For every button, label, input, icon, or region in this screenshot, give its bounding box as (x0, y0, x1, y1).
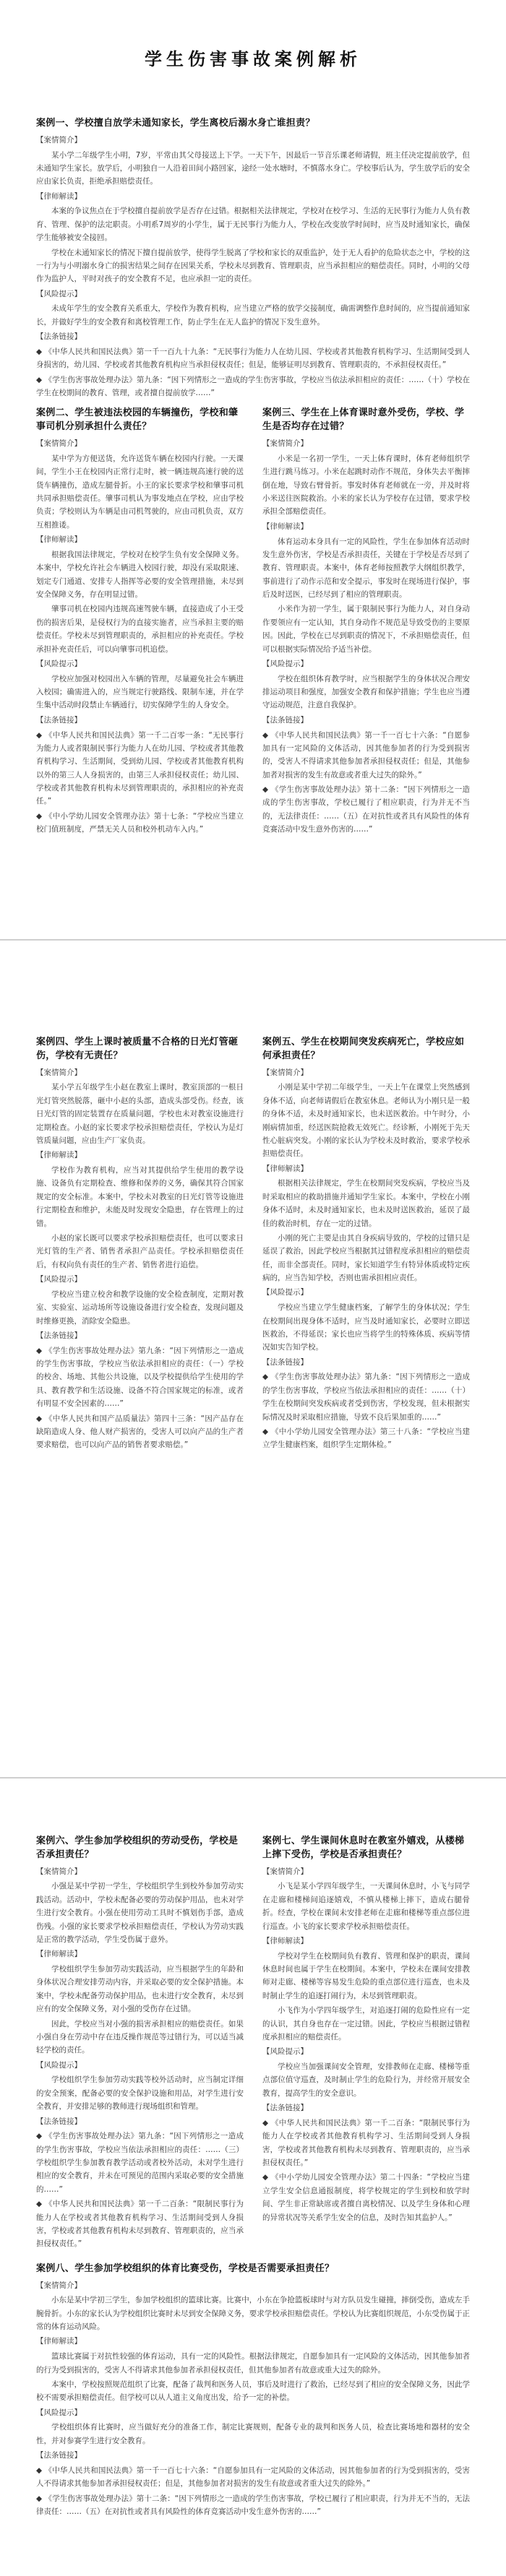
section-divider (0, 939, 506, 941)
case-1-analysis-2: 学校在未通知家长的情况下擅自提前放学，使得学生脱离了学校和家长的双重监护，处于无人看护的危险状态之中，学校的这一行为与小明溺水身亡的损害结果之间存在因果关系，学校未尽到教育、管理职责，应当承担相应的赔偿责任。同时，小明的父母作为监护人，平时对孩子的安全教育不足，也应承担一定的责任。 (36, 248, 470, 284)
case-3-title: 案例三、学生在上体育课时意外受伤，学校、学生是否均存在过错？ (262, 407, 465, 433)
case-3-tips: 学校在组织体育教学时，应当根据学生的身体状况合理安排运动项目和强度，加强安全教育和保护措施；学生也应当遵守运动规范，注意自我保护。 (262, 674, 470, 710)
case-3 (262, 407, 470, 837)
case-5-intro-label: 【案情简介】 (262, 1068, 308, 1077)
case-7-law-2: ◆ 《中小学幼儿园安全管理办法》第二十四条：“学校应当建立学生安全信息通报制度，将学校规定的学生到校和放学时间、学生非正常缺席或者擅自离校情况、以及学生身体和心理的异常状况等关系学生安全的信息，及时告知其监护人。” (262, 2171, 470, 2224)
case-6-tips-label: 【风险提示】 (36, 2060, 82, 2070)
case-2-analysis-label: 【律师解读】 (36, 535, 82, 545)
case-6-intro: 小强是某中学初一学生，学校组织学生到校外参加劳动实践活动。活动中，学校未配备必要的劳动保护用品，也未对学生进行安全教育。小强在使用劳动工具时不慎划伤手部，造成伤残。小强的家长要求学校承担赔偿责任，学校认为劳动实践是正常的教学活动，学生受伤属于意外。 (36, 1882, 244, 1944)
case-6-title: 案例六、学生参加学校组织的劳动受伤，学校是否承担责任？ (36, 1836, 239, 1860)
case-8-analysis-1: 篮球比赛属于对抗性较强的体育运动，具有一定的风险性。根据法律规定，自愿参加具有一定风险的文体活动，因其他参加者的行为受到损害的，受害人不得请求其他参加者承担侵权责任，但其他参加者有故意或重大过失的除外。 (36, 2352, 470, 2374)
case-5-analysis-label: 【律师解读】 (262, 1164, 308, 1173)
case-1-analysis-1: 本案的争议焦点在于学校擅自提前放学是否存在过错。根据相关法律规定，学校对在校学习、生活的无民事行为能力人负有教育、管理、保护的法定职责。小明系7周岁的小学生，属于无民事行为能力人，学校在改变放学时间时，应当及时通知家长，确保学生能够被安全接回。 (36, 207, 470, 243)
case-2-law-2: ◆ 《中小学幼儿园安全管理办法》第十七条：“学校应当建立校门值班制度，严禁无关人员和校外机动车入内。” (36, 810, 244, 837)
case-4-law-label: 【法条链接】 (36, 1331, 82, 1340)
case-2-intro-label: 【案情简介】 (36, 439, 82, 449)
case-2-title: 案例二、学生被违法校园的车辆撞伤，学校和肇事司机分别承担什么责任？ (36, 407, 239, 433)
case-columns-3 (36, 1835, 470, 2252)
case-1-tips: 未成年学生的安全教育关系重大，学校作为教育机构，应当建立严格的放学交接制度，确需调整作息时间的，应当提前通知家长，并做好学生的安全教育和离校管理工作，防止学生在无人监护的情况下发生意外。 (36, 304, 470, 327)
case-columns-2 (36, 1036, 470, 1453)
case-5-tips-label: 【风险提示】 (262, 1288, 308, 1297)
case-7-analysis-1: 学校对学生在校期间负有教育、管理和保护的职责，课间休息时间也属于学生在校期间。本案中，学校未在课间安排教师对走廊、楼梯等容易发生危险的重点部位进行巡查，也未及时制止学生的追逐打闹行为，未尽到管理职责。 (262, 1951, 470, 2000)
case-3-analysis-2: 小米作为初一学生，属于限制民事行为能力人，对自身动作要领应有一定认知，其自身动作不规范是导致受伤的主要原因。因此，学校在已尽到职责的情况下，不承担赔偿责任，但可以根据实际情况给予适当补偿。 (262, 605, 470, 654)
section-divider-2 (0, 1777, 506, 1778)
case-4-law-2: ◆ 《中华人民共和国产品质量法》第四十三条：“因产品存在缺陷造成人身、他人财产损害的，受害人可以向产品的生产者要求赔偿，也可以向产品的销售者要求赔偿。” (36, 1412, 244, 1452)
case-6-law-label: 【法条链接】 (36, 2117, 82, 2126)
case-3-law-2: ◆ 《学生伤害事故处理办法》第十二条：“因下列情形之一造成的学生伤害事故，学校已履行了相应职责，行为并无不当的，无法律责任：……（五）在对抗性或者具有风险性的体育竞赛活动中发生意外伤害的……” (262, 783, 470, 837)
case-7-law-label: 【法条链接】 (262, 2104, 308, 2113)
case-8-title: 案例八、学生参加学校组织的体育比赛受伤，学校是否需要承担责任？ (36, 2262, 335, 2274)
case-1-analysis-label: 【律师解读】 (36, 191, 82, 201)
case-4 (36, 1036, 244, 1453)
case-3-intro-label: 【案情简介】 (262, 439, 308, 449)
case-3-analysis-label: 【律师解读】 (262, 522, 308, 531)
case-4-analysis-1: 学校作为教育机构，应当对其提供给学生使用的教学设施、设备负有定期检查、维修和保养的义务，确保其符合国家规定的安全标准。本案中，学校未对教室的日光灯管等设施进行定期检查和维护，未能及时发现安全隐患，存在管理上的过错。 (36, 1166, 244, 1228)
case-7-tips: 学校应当加强课间安全管理，安排教师在走廊、楼梯等重点部位值守巡查，及时制止学生的危险行为，并经常开展安全教育，提高学生的安全意识。 (262, 2062, 470, 2098)
case-5-intro: 小刚是某中学初二年级学生，一天上午在课堂上突然感到身体不适，向老师请假后在教室休息。老师认为小刚只是一般的身体不适，未及时通知家长，也未送医救治。中午时分，小刚病情加重，经送医院抢救无效死亡。经诊断，小刚死于先天性心脏病突发。小刚的家长认为学校未及时救治，要求学校承担赔偿责任。 (262, 1083, 470, 1159)
case-5-title: 案例五、学生在校期间突发疾病死亡，学校应如何承担责任？ (262, 1037, 465, 1061)
case-8-intro: 小东是某中学初三学生，参加学校组织的篮球比赛。比赛中，小东在争抢篮板球时与对方队员发生碰撞，摔倒受伤，造成左手腕骨折。小东的家长认为学校组织比赛时未尽到安全保障义务，要求学校承担赔偿责任。学校认为比赛组织规范，小东受伤属于正常的体育运动风险。 (36, 2296, 470, 2332)
case-1-law-label: 【法条链接】 (36, 332, 82, 342)
case-4-intro-label: 【案情简介】 (36, 1068, 82, 1077)
case-7-intro-label: 【案情简介】 (262, 1867, 308, 1876)
case-7-title: 案例七、学生课间休息时在教室外嬉戏，从楼梯上摔下受伤，学校是否承担责任？ (262, 1836, 465, 1860)
case-6-intro-label: 【案情简介】 (36, 1867, 82, 1876)
case-2-tips: 学校应加强对校园出入车辆的管理，尽量避免社会车辆进入校园；确需进入的，应当规定行驶路线、限制车速，并在学生集中活动时段禁止车辆通行，切实保障学生的人身安全。 (36, 674, 244, 710)
case-5-tips: 学校应当建立学生健康档案，了解学生的身体状况；学生在校期间出现身体不适时，应当及时通知家长，必要时立即送医救治，不得延误；家长也应当将学生的特殊体质、疾病等情况如实告知学校。 (262, 1303, 470, 1352)
case-2-law-1: ◆ 《中华人民共和国民法典》第一千二百零一条：“无民事行为能力人或者限制民事行为能力人在幼儿园、学校或者其他教育机构学习、生活期间，受到幼儿园、学校或者其他教育机构以外的第三人人身损害的，由第三人承担侵权责任；幼儿园、学校或者其他教育机构未尽到管理职责的，承担相应的补充责任。” (36, 729, 244, 808)
case-5-law-2: ◆ 《中小学幼儿园安全管理办法》第三十八条：“学校应当建立学生健康档案，组织学生定期体检。” (262, 1425, 470, 1452)
case-5-law-label: 【法条链接】 (262, 1357, 308, 1367)
case-7-intro: 小飞是某小学四年级学生，一天课间休息时，小飞与同学在走廊和楼梯间追逐嬉戏，不慎从楼梯上摔下，造成右腿骨折。经查，学校在课间未安排老师在走廊和楼梯等重点部位进行巡查。小飞的家长要求学校承担赔偿责任。 (262, 1882, 470, 1931)
case-8-law-label: 【法条链接】 (36, 2451, 82, 2460)
case-6-tips: 学校组织学生参加劳动实践等校外活动时，应当制定详细的安全预案，配备必要的安全保护设施和用品，对学生进行安全教育，并安排足够的教师进行现场组织和管理。 (36, 2075, 244, 2112)
case-7-law-1: ◆ 《中华人民共和国民法典》第一千二百条：“限制民事行为能力人在学校或者其他教育机构学习、生活期间受到人身损害，学校或者其他教育机构未尽到教育、管理职责的，应当承担侵权责任。” (262, 2117, 470, 2170)
case-1-title: 案例一、学校擅自放学未通知家长，学生离校后溺水身亡谁担责？ (36, 118, 315, 129)
article-panel-1 (0, 101, 506, 925)
case-4-tips-label: 【风险提示】 (36, 1275, 82, 1284)
case-4-analysis-2: 小赵的家长既可以要求学校承担赔偿责任，也可以要求日光灯管的生产者、销售者承担产品责任。学校承担赔偿责任后，有权向负有责任的生产者、销售者进行追偿。 (36, 1233, 244, 1269)
case-1-intro: 某小学二年级学生小明，7岁，平常由其父母接送上下学。一天下午，因最后一节音乐课老师请假，班主任决定提前放学，但未通知学生家长。放学后，小明独自一人沿着田间小路回家，途经一处水塘时，不慎落水身亡。学校事后认为，学生放学后的安全应由家长负责，拒绝承担赔偿责任。 (36, 150, 470, 186)
case-6 (36, 1835, 244, 2252)
case-6-law-2: ◆ 《中华人民共和国民法典》第一千二百条：“限制民事行为能力人在学校或者其他教育机构学习、生活期间受到人身损害，学校或者其他教育机构未尽到教育、管理职责的，应当承担侵权责任。” (36, 2197, 244, 2251)
case-8-analysis-label: 【律师解读】 (36, 2337, 82, 2346)
case-8-tips-label: 【风险提示】 (36, 2408, 82, 2417)
case-5-analysis-1: 根据相关法律规定，学生在校期间突发疾病，学校应当及时采取相应的救助措施并通知学生家长。本案中，学校在小刚身体不适时，未及时通知家长，也未及时送医救治，延误了最佳的救治时机，存在一定的过错。 (262, 1179, 470, 1228)
page-title: 学生伤害事故案例解析 (145, 49, 361, 69)
case-4-law-1: ◆ 《学生伤害事故处理办法》第九条：“因下列情形之一造成的学生伤害事故，学校应当依法承担相应的责任：（一）学校的校舍、场地、其他公共设施，以及学校提供给学生使用的学具、教育教学和生活设施、设备不符合国家规定的标准，或者有明显不安全因素的……” (36, 1344, 244, 1411)
case-7-analysis-label: 【律师解读】 (262, 1936, 308, 1945)
case-2-intro: 某中学为方便送货，允许送货车辆在校园内行驶。一天课间，学生小王在校园内正常行走时，被一辆违规高速行驶的送货车辆撞伤，造成左腿骨折。小王的家长要求学校和肇事司机共同承担赔偿责任。肇事司机认为事发地点在学校，应由学校负责；学校则认为车辆是由司机驾驶的，应由司机负责，双方互相推诿。 (36, 454, 244, 530)
case-1-law-1: ◆ 《中华人民共和国民法典》第一千一百九十九条：“无民事行为能力人在幼儿园、学校或者其他教育机构学习、生活期间受到人身损害的，幼儿园、学校或者其他教育机构应当承担侵权责任；但是，能够证明尽到教育、管理职责的，不承担侵权责任。” (36, 345, 470, 372)
case-8-law-1: ◆ 《中华人民共和国民法典》第一千一百七十六条：“自愿参加具有一定风险的文体活动，因其他参加者的行为受到损害的，受害人不得请求其他参加者承担侵权责任；但是，其他参加者对损害的发生有故意或者重大过失的除外。” (36, 2464, 470, 2491)
article-panel-3 (0, 1820, 506, 2576)
case-4-intro: 某小学五年级学生小赵在教室上课时，教室顶部的一根日光灯管突然脱落，砸中小赵的头部，造成头部受伤。经查，该日光灯管的固定装置存在质量问题，学校也未对教室设施进行定期检查。小赵的家长要求学校承担赔偿责任，学校认为是灯管质量问题，应由生产厂家负责。 (36, 1083, 244, 1145)
case-1-intro-label: 【案情简介】 (36, 135, 82, 144)
case-8-tips: 学校组织体育比赛时，应当做好充分的准备工作，制定比赛规则，配备专业的裁判和医务人员，检查比赛场地和器材的安全性，并对参赛学生进行安全教育。 (36, 2423, 470, 2445)
case-columns-1 (36, 407, 470, 837)
case-2 (36, 407, 244, 837)
case-8-analysis-2: 本案中，学校按照规范组织了比赛，配备了裁判和医务人员，事后及时进行了救治，已经尽到了相应的安全保障义务，因此学校不需要承担赔偿责任。但学校可以从人道主义角度出发，给予一定的补偿。 (36, 2380, 470, 2403)
case-3-tips-label: 【风险提示】 (262, 659, 308, 668)
case-4-title: 案例四、学生上课时被质量不合格的日光灯管砸伤，学校有无责任？ (36, 1037, 239, 1061)
case-2-analysis-1: 根据我国法律规定，学校对在校学生负有安全保障义务。本案中，学校允许社会车辆进入校园行驶，却没有采取限速、划定专门通道、安排专人指挥等必要的安全管理措施，未尽到安全保障义务，存在明显过错。 (36, 550, 244, 600)
case-7-analysis-2: 小飞作为小学四年级学生，对追逐打闹的危险性应有一定的认识，其自身也存在一定过错。因此，学校应当根据过错程度承担相应的赔偿责任。 (262, 2006, 470, 2041)
case-1-law-2: ◆ 《学生伤害事故处理办法》第九条：“因下列情形之一造成的学生伤害事故，学校应当依法承担相应的责任：……（十）学校在学生在校期间的教育、管理，或者擅自提前放学……” (36, 373, 470, 400)
case-6-analysis-label: 【律师解读】 (36, 1950, 82, 1959)
case-3-law-1: ◆ 《中华人民共和国民法典》第一千一百七十六条：“自愿参加具有一定风险的文体活动，因其他参加者的行为受到损害的，受害人不得请求其他参加者承担侵权责任；但是，其他参加者对损害的发生有故意或者重大过失的除外。” (262, 729, 470, 782)
case-1 (36, 117, 470, 399)
case-3-intro: 小米是一名初一学生，一天上体育课时，体育老师组织学生进行跳马练习。小米在起跳时动作不规范，身体失去平衡摔倒在地，导致右臂骨折。事发时体育老师就在一旁，并及时将小米送往医院救治。小米的家长认为学校存在过错，要求学校承担全部赔偿责任。 (262, 454, 470, 517)
case-5 (262, 1036, 470, 1453)
case-7-tips-label: 【风险提示】 (262, 2047, 308, 2057)
case-8 (36, 2262, 470, 2519)
case-1-tips-label: 【风险提示】 (36, 289, 82, 298)
case-7 (262, 1835, 470, 2252)
case-6-law-1: ◆ 《学生伤害事故处理办法》第九条：“因下列情形之一造成的学生伤害事故，学校应当依法承担相应的责任：……（三）学校组织学生参加教育教学活动或者校外活动，未对学生进行相应的安全教育，并未在可预见的范围内采取必要的安全措施的……” (36, 2130, 244, 2196)
case-6-analysis-2: 因此，学校应当对小强的损害承担相应的赔偿责任。如果小强自身在劳动中存在违反操作规范等过错行为，可以适当减轻学校的责任。 (36, 2019, 244, 2055)
case-8-intro-label: 【案情简介】 (36, 2281, 82, 2290)
case-4-analysis-label: 【律师解读】 (36, 1151, 82, 1160)
case-2-tips-label: 【风险提示】 (36, 659, 82, 668)
case-3-law-label: 【法条链接】 (262, 715, 308, 725)
case-8-law-2: ◆ 《学生伤害事故处理办法》第十二条：“因下列情形之一造成的学生伤害事故，学校已履行了相应职责，行为并无不当的，无法律责任：……（五）在对抗性或者具有风险性的体育竞赛活动中发生意外伤害的……” (36, 2492, 470, 2519)
case-5-analysis-2: 小刚的死亡主要是由其自身疾病导致的，学校的过错只是延误了救治，因此学校应当根据其过错程度承担相应的赔偿责任，而非全部责任。同时，家长知道学生有特异体质或特定疾病的，应当告知学校，否则也需承担相应责任。 (262, 1233, 470, 1283)
case-4-tips: 学校应当建立校舍和教学设施的安全检查制度，定期对教室、实验室、运动场所等设施设备进行安全检查，发现问题及时维修更换，消除安全隐患。 (36, 1289, 244, 1326)
case-3-analysis-1: 体育运动本身具有一定的风险性，学生在参加体育活动时发生意外伤害，学校是否承担责任，关键在于学校是否尽到了教育、管理职责。本案中，体育老师按照教学大纲组织教学，事前进行了动作示范和安全提示，事发时在现场进行保护，事后及时送医，已经尽到了相应的管理职责。 (262, 537, 470, 600)
case-2-law-label: 【法条链接】 (36, 715, 82, 725)
article-panel-2 (0, 1026, 506, 1748)
case-5-law-1: ◆ 《学生伤害事故处理办法》第九条：“因下列情形之一造成的学生伤害事故，学校应当依法承担相应的责任：……（十）学生在校期间突发疾病或者受到伤害，学校发现，但未根据实际情况及时采取相应措施，导致不良后果加重的……” (262, 1370, 470, 1424)
case-2-analysis-2: 肇事司机在校园内违规高速驾驶车辆，直接造成了小王受伤的损害后果，是侵权行为的直接实施者，应当承担主要的赔偿责任。学校未尽到管理职责的，承担相应的补充责任。学校承担补充责任后，可以向肇事司机追偿。 (36, 605, 244, 654)
case-6-analysis-1: 学校组织学生参加劳动实践活动，应当根据学生的年龄和身体状况合理安排劳动内容，并采取必要的安全保护措施。本案中，学校未配备劳动保护用品，也未进行安全教育，未尽到应有的安全保障义务，对小强的受伤存在过错。 (36, 1965, 244, 2014)
